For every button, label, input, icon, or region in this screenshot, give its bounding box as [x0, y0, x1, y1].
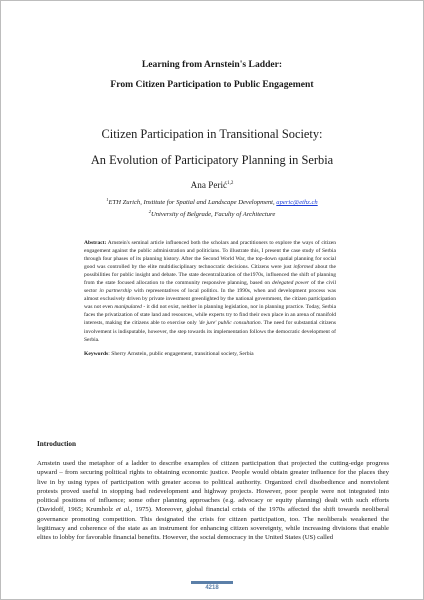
affiliation-2 [1, 207, 423, 219]
abstract-text-2: about the possibilities for public insight and debate. The state decentralization of the1970s, influenced the shift of planning from the state focused allocation to the community responsive planning, based on [84, 264, 336, 287]
footer-rule [191, 581, 233, 584]
abstract-emphasis-4: manipulated [114, 304, 142, 311]
keywords-text: : Sherry Arnstein, public engagement, transitional society, Serbia [108, 351, 254, 357]
introduction-emphasis-1: et al. [116, 506, 131, 514]
section-heading-introduction: Introduction [37, 440, 77, 448]
keywords [84, 350, 336, 358]
abstract-emphasis-1: informed [293, 264, 314, 271]
affiliation-1-text: ETH Zurich, Institute for Spatial and Landscape Development, [108, 199, 277, 207]
author [1, 180, 423, 190]
abstract-text-5: - it did not exist, neither in planning legislation, nor in planning practice. Today, Serbia faces the privatization of state land and resources, while experts try to find their own place in an arena of manifold interests, making the citizens able to exercise only [84, 304, 337, 327]
abstract-text-4: with representatives of local politics. In the 1990s, when and development process was almost exclusively driven by private investment greenlighted by the national government, the citizen participation was not even [84, 288, 336, 311]
article-title-line1: Citizen Participation in Transitional Society: [101, 127, 323, 141]
author-name: Ana Perić [190, 180, 228, 190]
abstract-emphasis-3: in partnership [99, 288, 132, 295]
book-subtitle: From Citizen Participation to Public Engagement [110, 79, 314, 90]
affiliation-2-text: University of Belgrade, Faculty of Architecture [150, 211, 276, 219]
introduction-paragraph [37, 459, 389, 543]
author-marks: 1,2 [227, 180, 234, 186]
keywords-label: Keywords [84, 351, 109, 357]
article-title [1, 127, 423, 168]
page-number: 4218 [205, 585, 219, 591]
abstract-text-6: . The need for substantial citizens involvement is indisputable, however, the step towards its implementation follows the democratic development of Serbia. [84, 320, 337, 343]
introduction-text-1: Arnstein used the metaphor of a ladder to describe examples of citizen participation that projected the cutting-edge progress upward – from securing political rights to obtaining economic justice. People would obtain greater influence for the places they live in by using types of participation with greater access to political authority. Organized civil disobedience and nonviolent protests proved useful in stopping bad redevelopment and highway projects. However, poor people were not integrated into political positions of influence; some other planning approaches (e.g. advocacy or equity planning) dealt with such efforts (Davidoff, 1965; Krumholz [37, 460, 389, 514]
abstract-label: Abstract: [84, 240, 107, 246]
introduction-text-2: , 1975). Moreover, global financial crisis of the 1970s affected the shift towards neoliberal governance promoting competition. This designated the crisis for citizen participation, too. The neoliberals weakened the legitimacy and coherence of the state as an instrument for enhancing citizen sovereignty, while increasing divisions that enable elites to lobby for favorable financial benefits. However, the social democracy in the United States (US) called [37, 506, 389, 542]
author-email-link[interactable]: aperic@ethz.ch [276, 199, 318, 207]
affiliations [1, 195, 423, 219]
book-header [1, 59, 423, 91]
book-title: Learning from Arnstein's Ladder: [141, 59, 283, 70]
affiliation-2-mark: 2 [148, 209, 151, 215]
abstract-emphasis-5: 'de jure' public consultation [198, 320, 261, 327]
article-title-line2: An Evolution of Participatory Planning in Serbia [90, 153, 334, 167]
abstract [84, 239, 336, 344]
abstract-text-1: Arnstein's seminal article influenced both the scholars and practitioners to explore the ways of citizen engagement against the public administration and politicians. To illustrate this, I present the case study of Serbia through four phases of its planning history. After the Second World War, the top-down spatial planning for social good was controlled by the elite multidisciplinary technocratic decisions. Citizens were just [84, 240, 336, 271]
abstract-text-3: of the civil sector [84, 280, 337, 295]
abstract-emphasis-2: delegated power [271, 280, 310, 287]
affiliation-1 [1, 195, 423, 207]
affiliation-1-mark: 1 [106, 197, 109, 202]
